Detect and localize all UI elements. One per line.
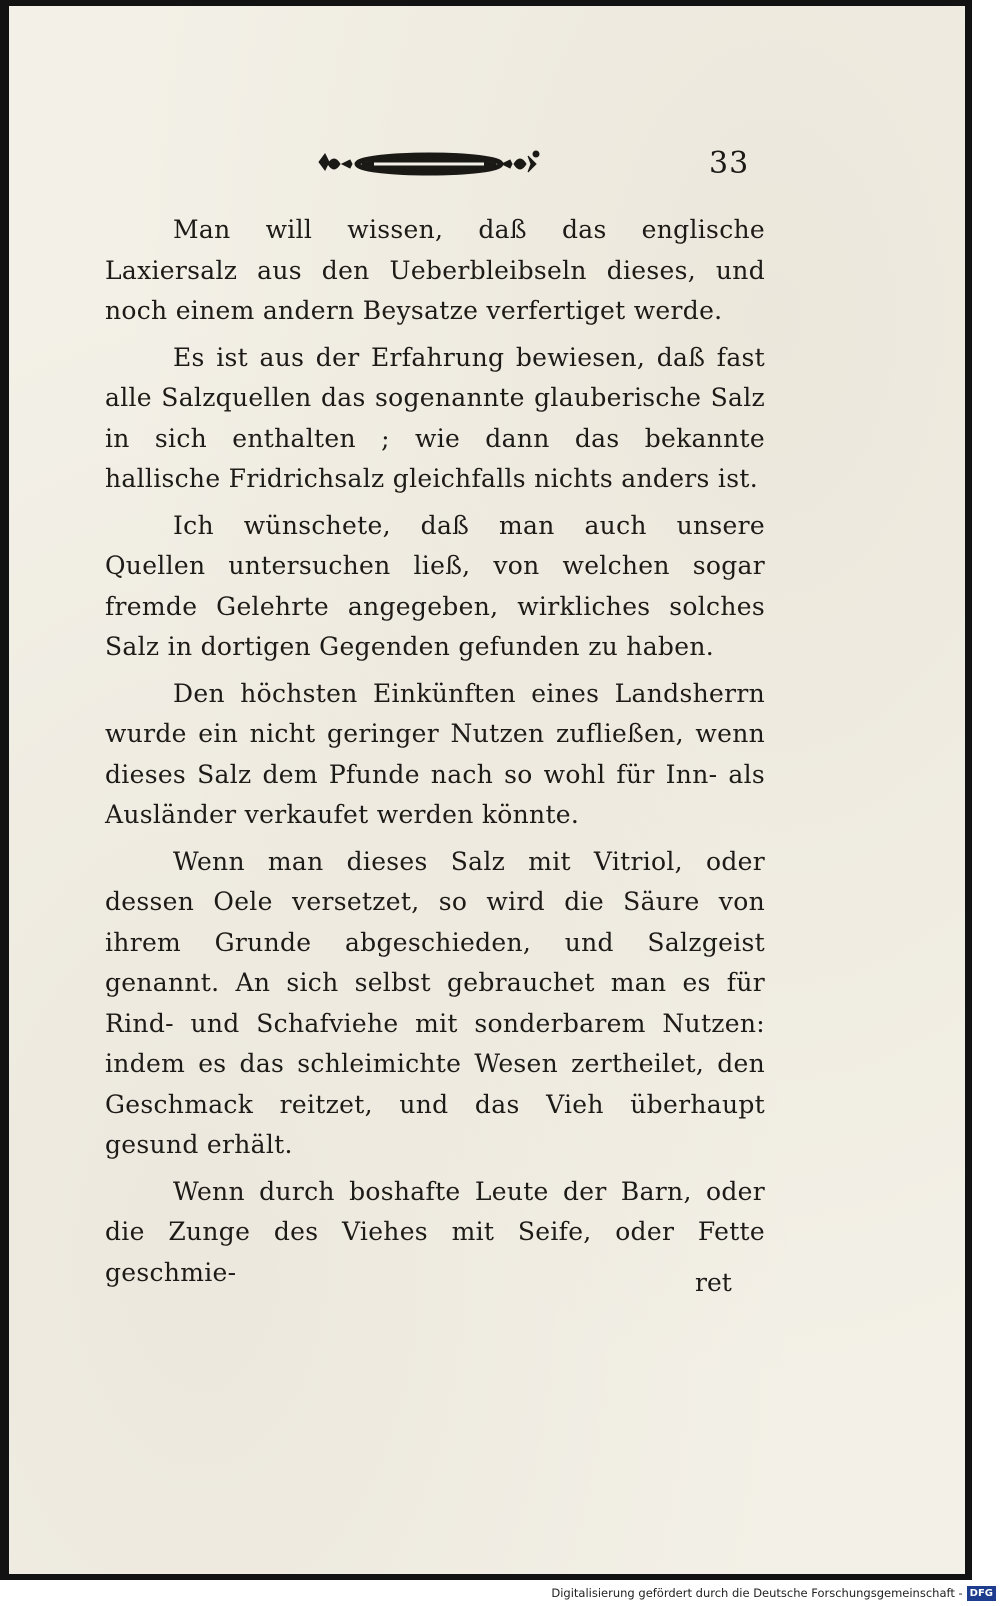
body-text [105,210,765,1299]
book-page [9,6,965,1574]
ornamental-header-icon [314,142,544,186]
paragraph-laxiersalz: Man will wissen, daß das englische Laxiersalz aus den Ueberbleibseln dieses, und noch einem andern Beysatze verfertiget werde. [105,215,765,325]
footer-credit [551,1584,996,1602]
paragraph-boshafte-leute: Wenn durch boshafte Leute der Barn, oder die Zunge des Viehes mit Seife, oder Fette geschmie- [105,1176,765,1287]
paragraph-einkuenfte: Den höchsten Einkünften eines Landsherrn wurde ein nicht geringer Nutzen zufließen, wenn dieses Salz dem Pfunde nach so wohl für Inn- als Ausländer verkaufet werden könnte. [105,678,765,829]
page-number: 33 [709,146,750,181]
catchword: ret [695,1268,732,1297]
footer-credit-text: Digitalisierung gefördert durch die Deutsche Forschungsgemeinschaft - [551,1586,963,1600]
paragraph-salzquellen: Es ist aus der Erfahrung bewiesen, daß fast alle Salzquellen das sogenannte glauberische Salz in sich enthalten ; wie dann das bekannte hallische Fridrichsalz gleichfalls nichts anders ist. [105,342,765,493]
paragraph-vitriol: Wenn man dieses Salz mit Vitriol, oder dessen Oele versetzet, so wird die Säure von ihrem Grunde abgeschieden, und Salzgeist genannt. An sich selbst gebrauchet man es für Rind- und Schafviehe mit sonderbarem Nutzen: indem es das schleimichte Wesen zertheilet, den Geschmack reitzet, und das Vieh überhaupt gesund erhält. [105,846,765,1159]
paragraph-quellen-untersuchen: Ich wünschete, daß man auch unsere Quellen untersuchen ließ, von welchen sogar fremde Gelehrte angegeben, wirkliches solches Salz in dortigen Gegenden gefunden zu haben. [105,510,765,661]
dfg-logo-icon: DFG [967,1586,996,1601]
